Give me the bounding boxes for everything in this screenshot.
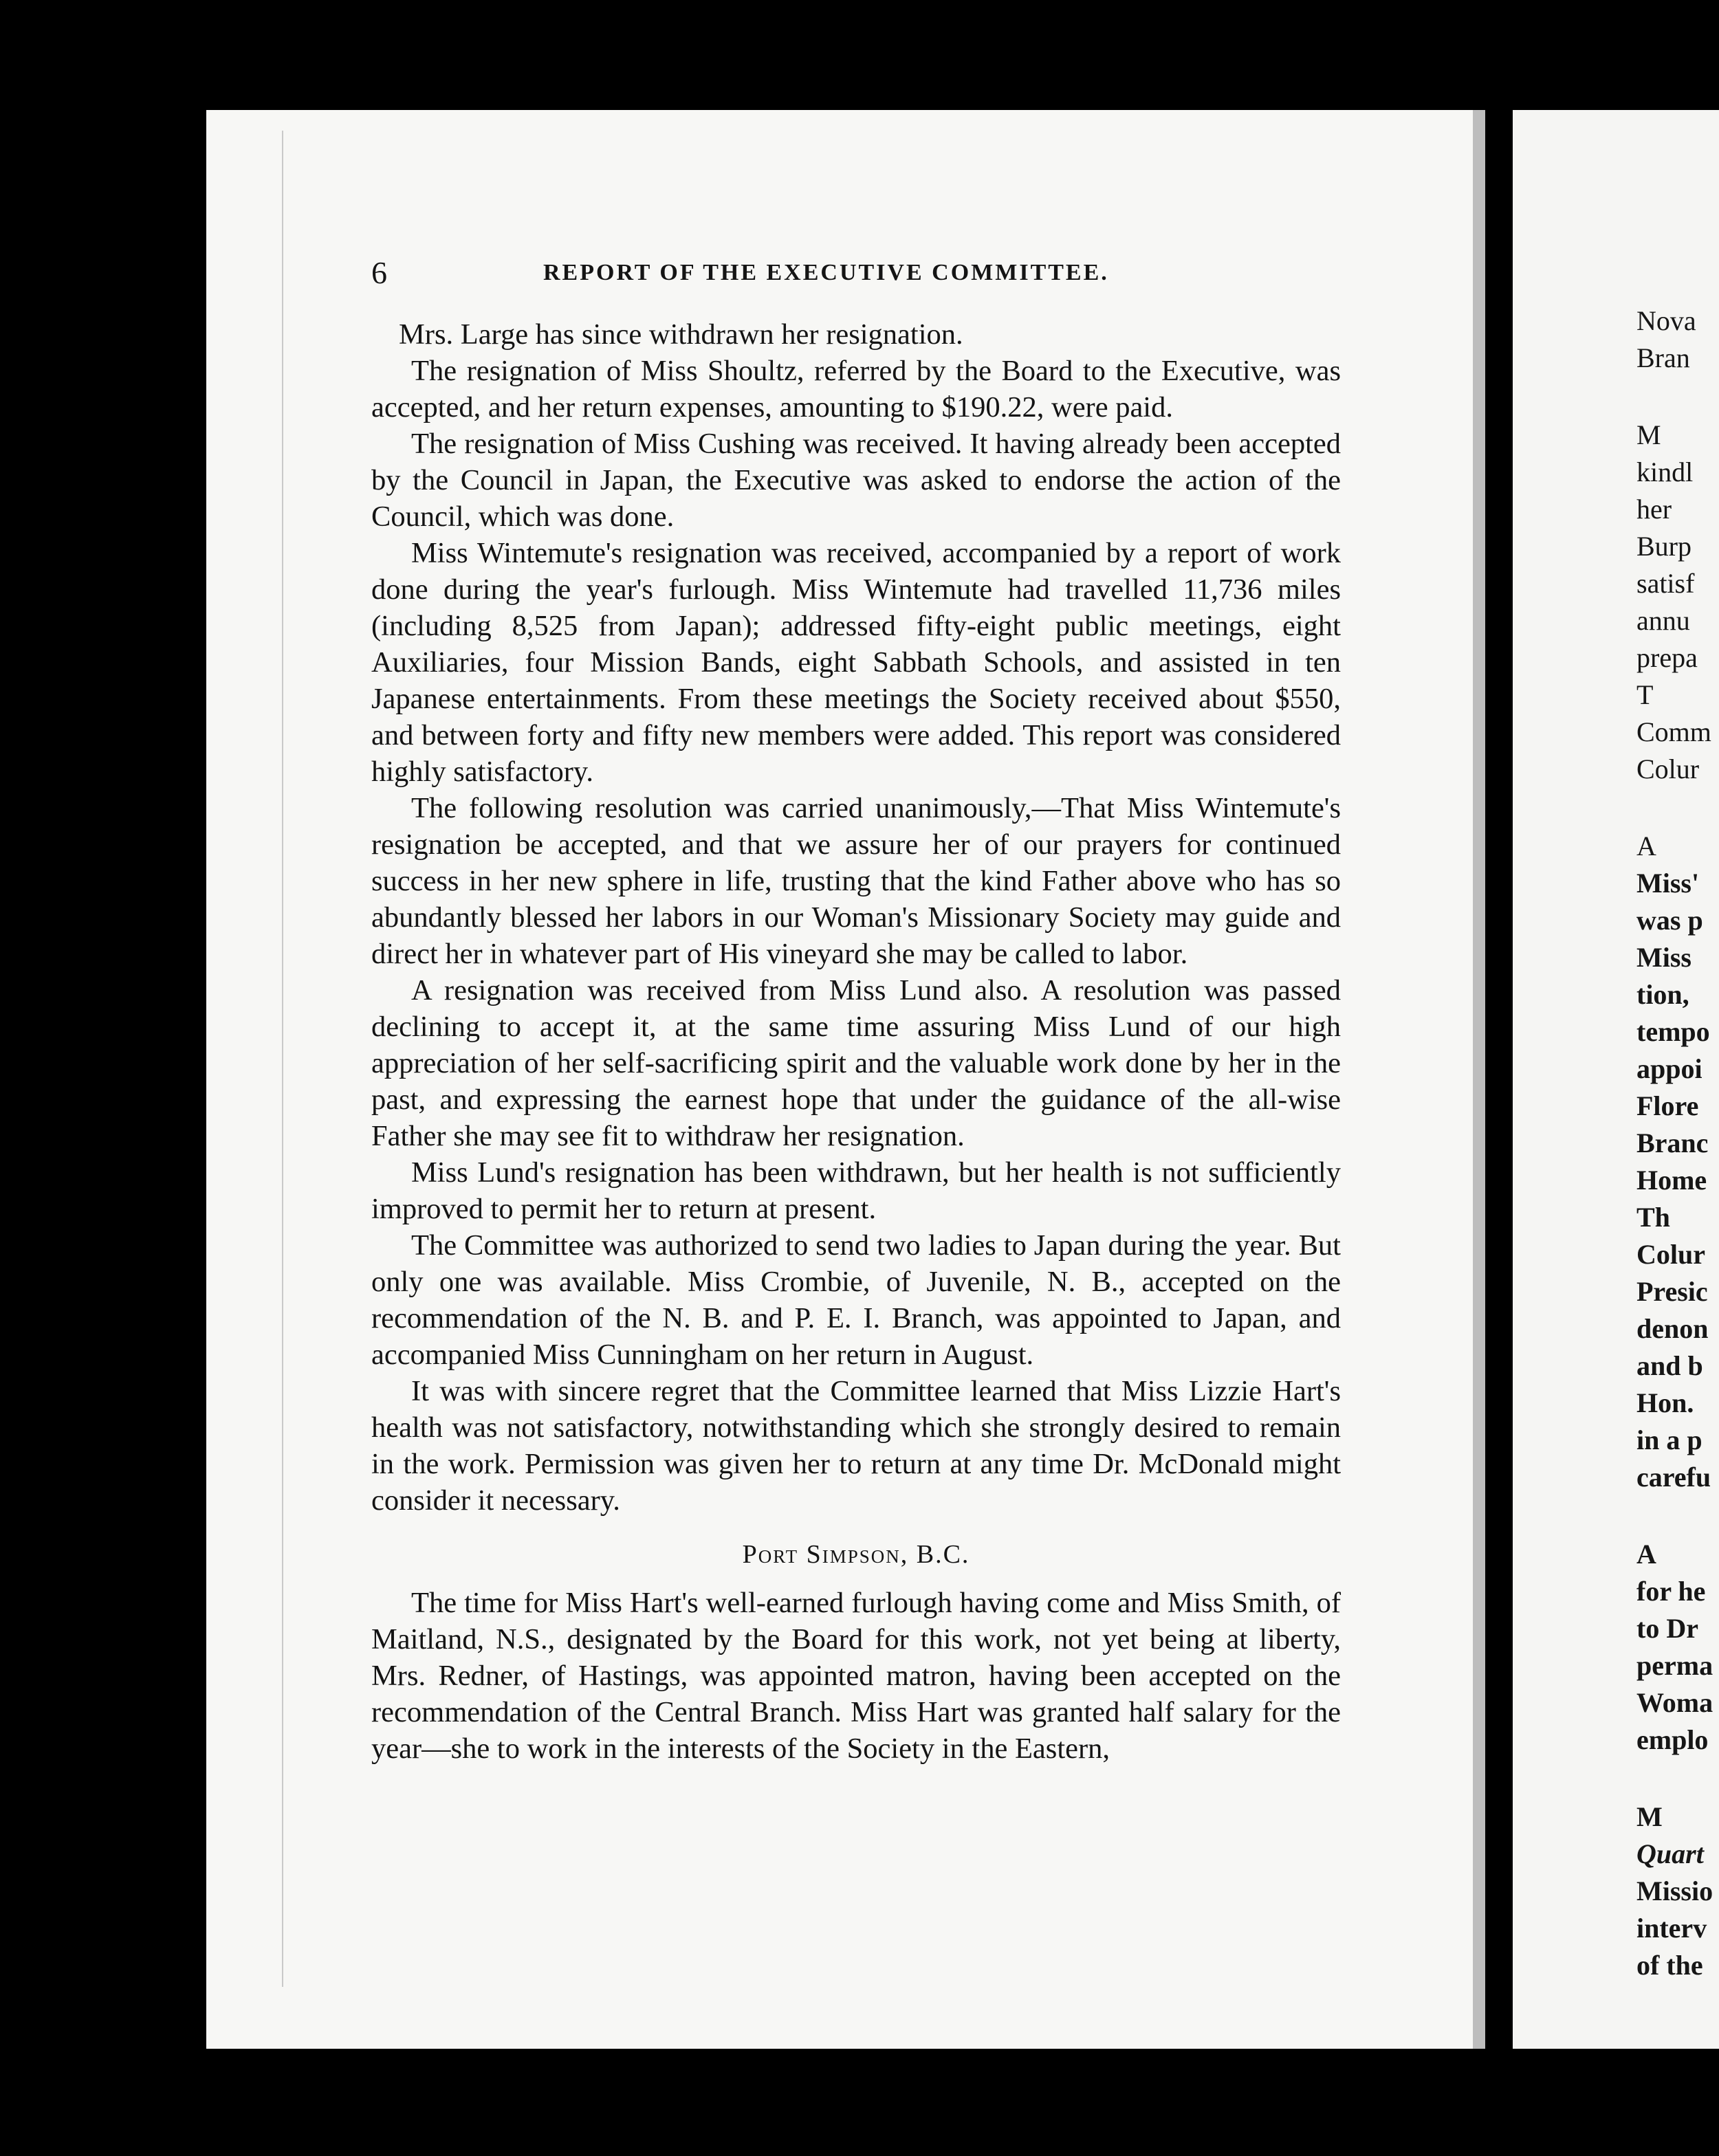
adjacent-line: Home (1636, 1165, 1707, 1196)
section-heading: Port Simpson, B.C. (742, 1540, 970, 1569)
paragraph: The time for Miss Hart's well-earned furlough having come and Miss Smith, of Maitland, N.S., designated by the Board for this work, not yet being at liberty, Mrs. Redner, of Hastings, was appointed matron, having been accepted on the recommendation of the Central Branch. Miss Hart was granted half salary for the year—she to work in the interests of the Society in the Eastern, (371, 1587, 1341, 1765)
adjacent-line: and b (1636, 1350, 1703, 1381)
adjacent-line: kindl (1636, 456, 1694, 487)
adjacent-line: prepa (1636, 642, 1698, 673)
adjacent-line: was p (1636, 905, 1703, 936)
adjacent-line: Miss (1636, 942, 1691, 973)
adjacent-line: M (1636, 419, 1661, 450)
adjacent-line: perma (1636, 1650, 1713, 1681)
adjacent-line: Colur (1636, 754, 1700, 784)
adjacent-line: A (1636, 1539, 1656, 1570)
adjacent-line: satisf (1636, 568, 1695, 599)
paragraph: Mrs. Large has since withdrawn her resignation. (399, 318, 963, 351)
adjacent-line: to Dr (1636, 1613, 1698, 1644)
adjacent-line: interv (1636, 1913, 1707, 1944)
adjacent-line: emplo (1636, 1724, 1709, 1755)
adjacent-line: A (1636, 830, 1656, 861)
adjacent-line: annu (1636, 605, 1690, 636)
adjacent-line: carefu (1636, 1462, 1711, 1493)
adjacent-line: of the (1636, 1950, 1703, 1981)
adjacent-line: in a p (1636, 1424, 1702, 1455)
page-header (371, 254, 1341, 316)
adjacent-line: Bran (1636, 342, 1690, 373)
paragraph: The resignation of Miss Cushing was received. It having already been accepted by the Council in Japan, the Executive was asked to endorse the action of the Council, which was done. (371, 428, 1341, 533)
adjacent-line: T (1636, 679, 1654, 710)
adjacent-line: appoi (1636, 1053, 1702, 1084)
running-head: REPORT OF THE EXECUTIVE COMMITTEE. (543, 260, 1109, 285)
paragraph: The resignation of Miss Shoultz, referred by the Board to the Executive, was accepted, and her return expenses, amounting to $190.22, were paid. (371, 355, 1341, 424)
adjacent-page-text (1636, 302, 1713, 1984)
adjacent-line: Flore (1636, 1090, 1699, 1121)
paragraph: It was with sincere regret that the Committee learned that Miss Lizzie Hart's health was not satisfactory, notwithstanding which she strongly desired to remain in the work. Permission was given her to return at any time Dr. McDonald might consider it necessary. (371, 1375, 1341, 1517)
page-number: 6 (371, 255, 387, 290)
adjacent-line: Woma (1636, 1687, 1713, 1718)
adjacent-line: Presic (1636, 1276, 1708, 1307)
adjacent-line: Missio (1636, 1876, 1713, 1906)
adjacent-line: Nova (1636, 305, 1696, 336)
adjacent-line: Colur (1636, 1239, 1705, 1270)
adjacent-line: Comm (1636, 716, 1711, 747)
paragraph: Miss Lund's resignation has been withdrawn, but her health is not sufficiently improved to permit her to return at present. (371, 1156, 1341, 1225)
paragraph: The following resolution was carried unanimously,—That Miss Wintemute's resignation be accepted, and that we assure her of our prayers for continued success in her new sphere in life, trusting that the kind Father above who has so abundantly blessed her labors in our Woman's Missionary Society may guide and direct her in whatever part of His vineyard she may be called to labor. (371, 792, 1341, 970)
paragraph: The Committee was authorized to send two ladies to Japan during the year. But only one was available. Miss Crombie, of Juvenile, N. B., accepted on the recommendation of the N. B. and P. E. I. Branch, was appointed to Japan, and accompanied Miss Cunningham on her return in August. (371, 1229, 1341, 1371)
adjacent-line: Burp (1636, 531, 1691, 562)
adjacent-line: tion, (1636, 979, 1689, 1010)
adjacent-line: denon (1636, 1313, 1709, 1344)
adjacent-line: for he (1636, 1576, 1706, 1607)
adjacent-line: M (1636, 1801, 1663, 1832)
paragraph: Miss Wintemute's resignation was received, accompanied by a report of work done during the year's furlough. Miss Wintemute had travelled 11,736 miles (including 8,525 from Japan); addressed fifty-eight public meetings, eight Auxiliaries, four Mission Bands, eight Sabbath Schools, and assisted in ten Japanese entertainments. From these meetings the Society received about $550, and between forty and fifty new members were added. This report was considered highly satisfactory. (371, 537, 1341, 788)
adjacent-line: her (1636, 494, 1672, 525)
adjacent-line: Quart (1636, 1838, 1704, 1869)
adjacent-line: Hon. (1636, 1387, 1694, 1418)
text-column (371, 254, 1341, 1767)
adjacent-line: tempo (1636, 1016, 1710, 1047)
adjacent-line: Branc (1636, 1128, 1709, 1158)
paragraph: A resignation was received from Miss Lund also. A resolution was passed declining to accept it, at the same time assuring Miss Lund of our high appreciation of her self-sacrificing spirit and the valuable work done by her in the past, and expressing the earnest hope that under the guidance of the all-wise Father she may see fit to withdraw her resignation. (371, 974, 1341, 1152)
adjacent-line: Th (1636, 1202, 1670, 1233)
adjacent-line: Miss' (1636, 868, 1700, 899)
document-page (206, 110, 1485, 2049)
